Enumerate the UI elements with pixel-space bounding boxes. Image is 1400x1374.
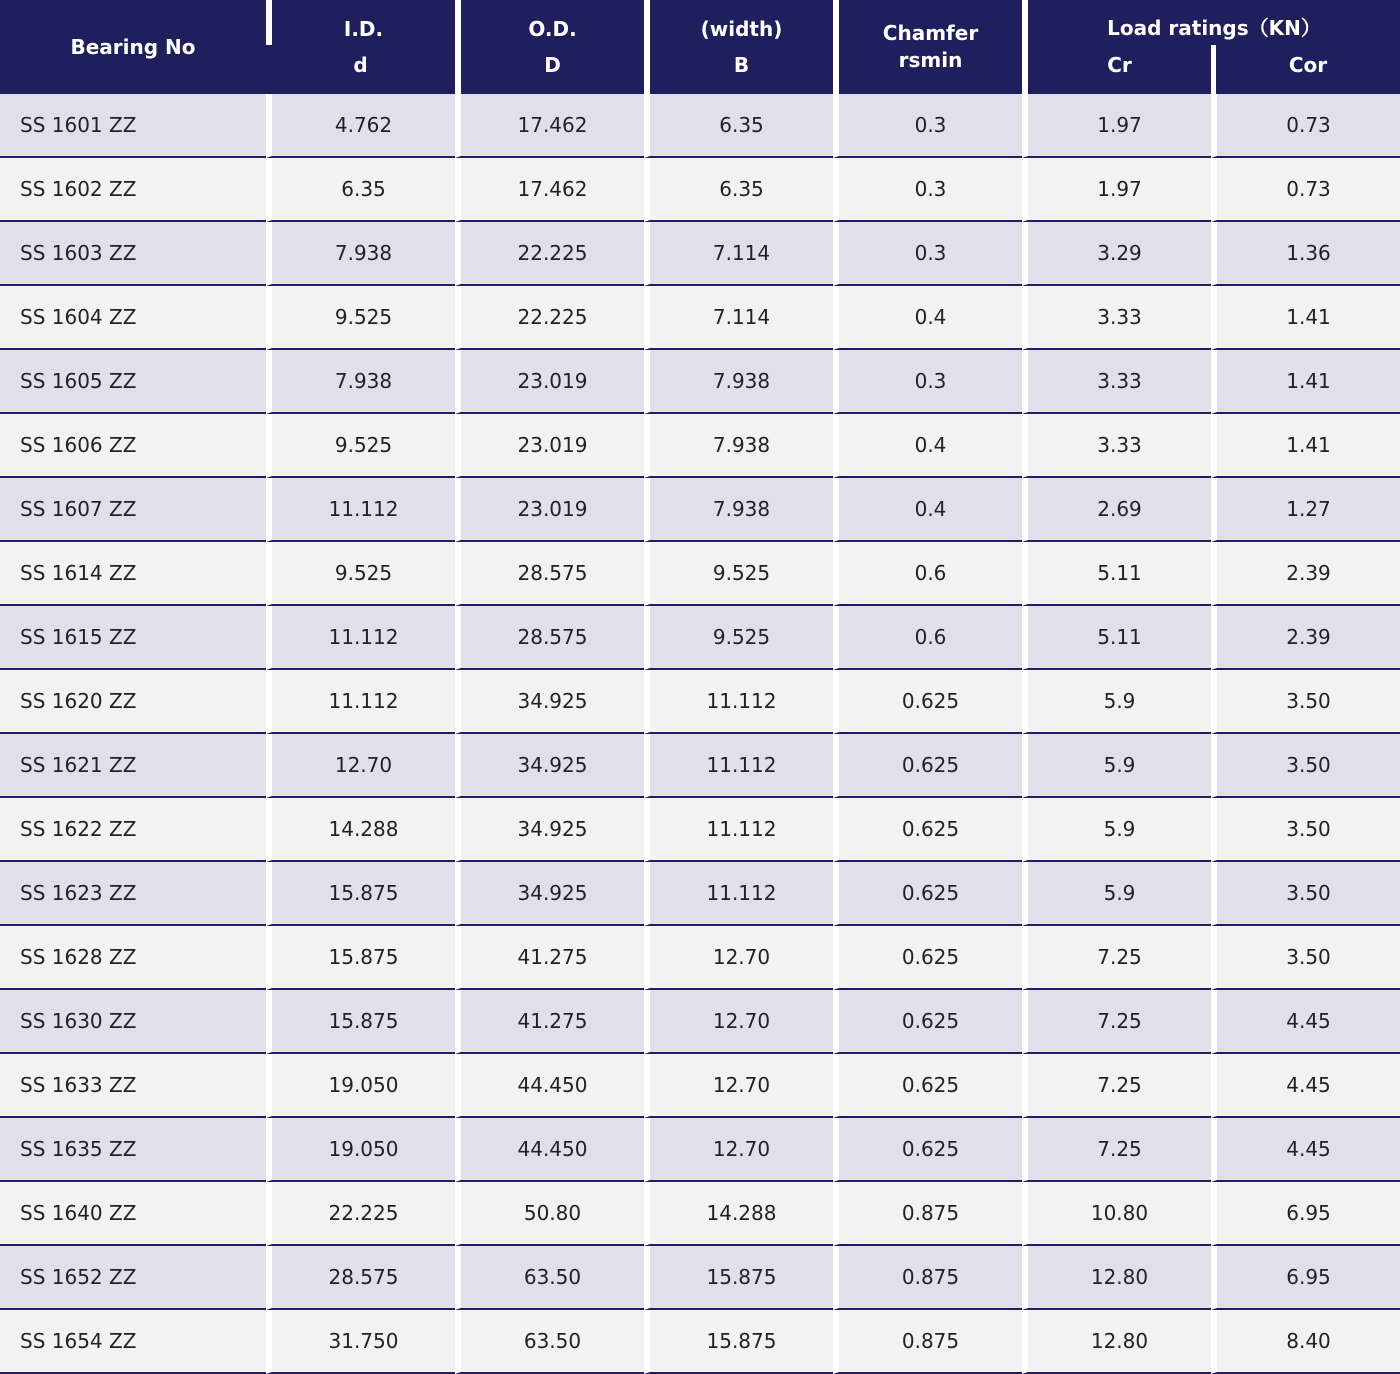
cell-chamfer: 0.875 — [833, 1246, 1022, 1310]
cell-id: 4.762 — [266, 94, 455, 158]
cell-id: 11.112 — [266, 478, 455, 542]
table-row — [0, 286, 1400, 350]
cell-cor: 3.50 — [1211, 862, 1400, 926]
cell-bearing-no: SS 1620 ZZ — [0, 670, 266, 734]
cell-chamfer: 0.3 — [833, 222, 1022, 286]
cell-width: 12.70 — [644, 926, 833, 990]
cell-width: 6.35 — [644, 94, 833, 158]
cell-od: 63.50 — [455, 1246, 644, 1310]
table-row — [0, 1054, 1400, 1118]
cell-chamfer: 0.875 — [833, 1310, 1022, 1374]
header-id: I.D. — [266, 0, 455, 45]
table-row — [0, 1182, 1400, 1246]
cell-cr: 10.80 — [1022, 1182, 1211, 1246]
cell-cor: 1.41 — [1211, 414, 1400, 478]
table-body — [0, 94, 1400, 1374]
cell-bearing-no: SS 1601 ZZ — [0, 94, 266, 158]
header-cr: Cr — [1022, 45, 1211, 94]
cell-od: 41.275 — [455, 990, 644, 1054]
cell-bearing-no: SS 1621 ZZ — [0, 734, 266, 798]
cell-bearing-no: SS 1628 ZZ — [0, 926, 266, 990]
table-row — [0, 926, 1400, 990]
table-row — [0, 1310, 1400, 1374]
cell-bearing-no: SS 1615 ZZ — [0, 606, 266, 670]
cell-od: 17.462 — [455, 94, 644, 158]
cell-od: 22.225 — [455, 222, 644, 286]
cell-chamfer: 0.6 — [833, 542, 1022, 606]
cell-cr: 7.25 — [1022, 926, 1211, 990]
cell-bearing-no: SS 1602 ZZ — [0, 158, 266, 222]
cell-cor: 3.50 — [1211, 670, 1400, 734]
cell-id: 11.112 — [266, 606, 455, 670]
cell-chamfer: 0.6 — [833, 606, 1022, 670]
cell-id: 14.288 — [266, 798, 455, 862]
cell-od: 34.925 — [455, 862, 644, 926]
cell-id: 9.525 — [266, 414, 455, 478]
cell-cr: 7.25 — [1022, 990, 1211, 1054]
cell-width: 7.114 — [644, 286, 833, 350]
table-row — [0, 862, 1400, 926]
table-row — [0, 414, 1400, 478]
cell-bearing-no: SS 1604 ZZ — [0, 286, 266, 350]
cell-bearing-no: SS 1605 ZZ — [0, 350, 266, 414]
cell-chamfer: 0.3 — [833, 158, 1022, 222]
cell-chamfer: 0.625 — [833, 734, 1022, 798]
cell-id: 7.938 — [266, 350, 455, 414]
cell-chamfer: 0.4 — [833, 286, 1022, 350]
cell-id: 31.750 — [266, 1310, 455, 1374]
cell-cor: 1.27 — [1211, 478, 1400, 542]
cell-cor: 8.40 — [1211, 1310, 1400, 1374]
cell-bearing-no: SS 1603 ZZ — [0, 222, 266, 286]
cell-cor: 6.95 — [1211, 1246, 1400, 1310]
table-row — [0, 350, 1400, 414]
table-row — [0, 94, 1400, 158]
cell-chamfer: 0.625 — [833, 862, 1022, 926]
cell-cor: 2.39 — [1211, 606, 1400, 670]
cell-width: 7.114 — [644, 222, 833, 286]
cell-cor: 2.39 — [1211, 542, 1400, 606]
cell-bearing-no: SS 1614 ZZ — [0, 542, 266, 606]
header-chamfer-symbol: rsmin — [898, 48, 963, 72]
table-row — [0, 734, 1400, 798]
cell-cr: 12.80 — [1022, 1246, 1211, 1310]
header-id-symbol: d — [266, 45, 455, 94]
table-row — [0, 798, 1400, 862]
cell-chamfer: 0.3 — [833, 350, 1022, 414]
cell-cr: 3.33 — [1022, 350, 1211, 414]
cell-cr: 3.29 — [1022, 222, 1211, 286]
cell-od: 63.50 — [455, 1310, 644, 1374]
cell-id: 22.225 — [266, 1182, 455, 1246]
cell-id: 15.875 — [266, 862, 455, 926]
cell-od: 23.019 — [455, 478, 644, 542]
cell-cor: 1.41 — [1211, 286, 1400, 350]
table-row — [0, 542, 1400, 606]
cell-id: 19.050 — [266, 1118, 455, 1182]
header-load-ratings: Load ratings（KN） — [1022, 0, 1400, 45]
header-chamfer — [833, 0, 1022, 94]
cell-chamfer: 0.875 — [833, 1182, 1022, 1246]
cell-od: 41.275 — [455, 926, 644, 990]
cell-chamfer: 0.625 — [833, 926, 1022, 990]
cell-cr: 2.69 — [1022, 478, 1211, 542]
cell-od: 28.575 — [455, 542, 644, 606]
cell-id: 12.70 — [266, 734, 455, 798]
cell-width: 7.938 — [644, 350, 833, 414]
cell-width: 7.938 — [644, 478, 833, 542]
cell-id: 15.875 — [266, 990, 455, 1054]
cell-bearing-no: SS 1633 ZZ — [0, 1054, 266, 1118]
cell-id: 28.575 — [266, 1246, 455, 1310]
cell-width: 11.112 — [644, 734, 833, 798]
cell-bearing-no: SS 1654 ZZ — [0, 1310, 266, 1374]
table-row — [0, 1246, 1400, 1310]
cell-id: 9.525 — [266, 542, 455, 606]
cell-od: 34.925 — [455, 670, 644, 734]
cell-chamfer: 0.625 — [833, 798, 1022, 862]
cell-od: 17.462 — [455, 158, 644, 222]
cell-od: 22.225 — [455, 286, 644, 350]
cell-cr: 7.25 — [1022, 1118, 1211, 1182]
cell-cor: 1.41 — [1211, 350, 1400, 414]
cell-bearing-no: SS 1622 ZZ — [0, 798, 266, 862]
table-row — [0, 1118, 1400, 1182]
table-row — [0, 478, 1400, 542]
cell-cr: 5.9 — [1022, 798, 1211, 862]
cell-cor: 3.50 — [1211, 734, 1400, 798]
cell-id: 11.112 — [266, 670, 455, 734]
header-width: (width) — [644, 0, 833, 45]
cell-id: 6.35 — [266, 158, 455, 222]
cell-width: 11.112 — [644, 798, 833, 862]
cell-width: 15.875 — [644, 1246, 833, 1310]
table-header — [0, 0, 1400, 94]
cell-bearing-no: SS 1630 ZZ — [0, 990, 266, 1054]
cell-bearing-no: SS 1623 ZZ — [0, 862, 266, 926]
cell-chamfer: 0.625 — [833, 670, 1022, 734]
cell-cor: 4.45 — [1211, 1118, 1400, 1182]
table-row — [0, 990, 1400, 1054]
header-cor: Cor — [1211, 45, 1400, 94]
cell-cr: 5.9 — [1022, 734, 1211, 798]
cell-chamfer: 0.4 — [833, 414, 1022, 478]
cell-chamfer: 0.625 — [833, 1054, 1022, 1118]
cell-cr: 12.80 — [1022, 1310, 1211, 1374]
cell-chamfer: 0.625 — [833, 1118, 1022, 1182]
cell-width: 14.288 — [644, 1182, 833, 1246]
cell-od: 23.019 — [455, 414, 644, 478]
cell-cor: 3.50 — [1211, 926, 1400, 990]
cell-od: 28.575 — [455, 606, 644, 670]
cell-bearing-no: SS 1640 ZZ — [0, 1182, 266, 1246]
cell-width: 12.70 — [644, 1118, 833, 1182]
cell-cr: 1.97 — [1022, 158, 1211, 222]
header-chamfer-label: Chamfer — [882, 21, 979, 45]
cell-width: 12.70 — [644, 1054, 833, 1118]
cell-bearing-no: SS 1606 ZZ — [0, 414, 266, 478]
cell-od: 50.80 — [455, 1182, 644, 1246]
cell-od: 44.450 — [455, 1054, 644, 1118]
cell-width: 9.525 — [644, 542, 833, 606]
cell-od: 23.019 — [455, 350, 644, 414]
cell-id: 9.525 — [266, 286, 455, 350]
cell-width: 6.35 — [644, 158, 833, 222]
cell-od: 34.925 — [455, 734, 644, 798]
cell-id: 15.875 — [266, 926, 455, 990]
cell-cr: 5.11 — [1022, 542, 1211, 606]
cell-cr: 5.9 — [1022, 670, 1211, 734]
cell-bearing-no: SS 1635 ZZ — [0, 1118, 266, 1182]
cell-cr: 7.25 — [1022, 1054, 1211, 1118]
cell-width: 9.525 — [644, 606, 833, 670]
cell-id: 7.938 — [266, 222, 455, 286]
cell-width: 11.112 — [644, 862, 833, 926]
header-od: O.D. — [455, 0, 644, 45]
cell-cor: 4.45 — [1211, 1054, 1400, 1118]
table-row — [0, 222, 1400, 286]
cell-bearing-no: SS 1607 ZZ — [0, 478, 266, 542]
cell-bearing-no: SS 1652 ZZ — [0, 1246, 266, 1310]
cell-cr: 3.33 — [1022, 414, 1211, 478]
cell-chamfer: 0.625 — [833, 990, 1022, 1054]
cell-cr: 3.33 — [1022, 286, 1211, 350]
cell-id: 19.050 — [266, 1054, 455, 1118]
header-bearing-no: Bearing No — [0, 0, 266, 94]
cell-cor: 6.95 — [1211, 1182, 1400, 1246]
cell-cr: 5.11 — [1022, 606, 1211, 670]
cell-width: 12.70 — [644, 990, 833, 1054]
table-row — [0, 670, 1400, 734]
cell-od: 34.925 — [455, 798, 644, 862]
cell-width: 11.112 — [644, 670, 833, 734]
cell-cor: 0.73 — [1211, 94, 1400, 158]
cell-chamfer: 0.3 — [833, 94, 1022, 158]
cell-cor: 3.50 — [1211, 798, 1400, 862]
header-od-symbol: D — [455, 45, 644, 94]
table-row — [0, 158, 1400, 222]
cell-od: 44.450 — [455, 1118, 644, 1182]
table-row — [0, 606, 1400, 670]
header-width-symbol: B — [644, 45, 833, 94]
cell-cor: 1.36 — [1211, 222, 1400, 286]
cell-width: 7.938 — [644, 414, 833, 478]
cell-cr: 5.9 — [1022, 862, 1211, 926]
cell-cr: 1.97 — [1022, 94, 1211, 158]
cell-chamfer: 0.4 — [833, 478, 1022, 542]
cell-cor: 4.45 — [1211, 990, 1400, 1054]
cell-cor: 0.73 — [1211, 158, 1400, 222]
cell-width: 15.875 — [644, 1310, 833, 1374]
